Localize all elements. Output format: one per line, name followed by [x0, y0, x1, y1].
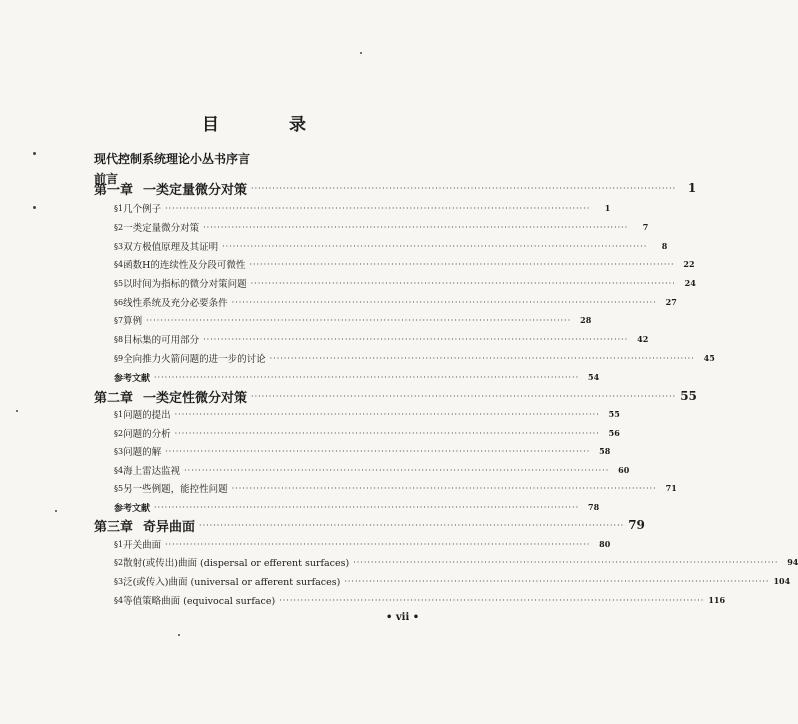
scan-speck: [178, 634, 180, 636]
toc-page-number: 116: [708, 595, 726, 605]
toc-title: 问题的分析: [123, 429, 171, 440]
toc-page-number: 55: [608, 409, 620, 419]
toc-page-number: 104: [773, 576, 791, 586]
toc-section-row: [94, 273, 696, 293]
toc-page-number: 58: [599, 446, 611, 456]
dot-leader: ························································································································: [222, 241, 648, 251]
toc-page-number: 78: [588, 502, 600, 512]
toc-label: §1: [114, 203, 124, 213]
toc-page-number: 28: [580, 315, 592, 325]
toc-title: 线性系统及充分必要条件: [123, 298, 228, 309]
toc-label: §5: [114, 278, 124, 288]
toc-label: §6: [114, 297, 124, 307]
toc-section-row: [94, 310, 592, 330]
toc-page-number: 56: [608, 428, 620, 438]
toc-section-row: [94, 534, 611, 554]
toc-title: 一类定量微分对策: [143, 182, 248, 198]
dot-leader: ························································································································: [154, 372, 580, 382]
series-preface-entry: 现代控制系统理论小丛书序言: [94, 152, 251, 166]
toc-page-number: 27: [665, 297, 677, 307]
scan-speck: [33, 152, 36, 155]
toc-section-row: [94, 460, 630, 480]
dot-leader: ························································································································: [251, 183, 677, 193]
toc-section-row: [94, 329, 649, 349]
toc-page-number: 42: [637, 334, 649, 344]
toc-label: §3: [114, 446, 124, 456]
dot-leader: ························································································································: [250, 278, 676, 288]
toc-title: 算例: [123, 316, 143, 327]
toc-page-number: 60: [618, 465, 630, 475]
toc-label: §9: [114, 353, 124, 363]
preface-entry: 前言: [94, 172, 119, 186]
page-number: • vii •: [386, 612, 420, 623]
toc-section-row: [94, 292, 677, 312]
toc-page-number: 8: [661, 241, 668, 251]
scan-speck: [16, 410, 18, 412]
toc-title: 等值策略曲面 (equivocal surface): [123, 596, 276, 607]
dot-leader: ························································································································: [249, 259, 675, 269]
toc-section-row: [94, 441, 611, 461]
toc-section-row: [94, 478, 677, 498]
toc-title: 全向推力火箭问题的进一步的讨论: [123, 354, 266, 365]
dot-leader: ························································································································: [279, 595, 705, 605]
dot-leader: ························································································································: [184, 465, 610, 475]
dot-leader: ························································································································: [165, 446, 591, 456]
dot-leader: ························································································································: [353, 557, 779, 567]
toc-section-row: [94, 404, 620, 424]
dot-leader: ························································································································: [174, 428, 600, 438]
toc-section-row: [94, 571, 791, 591]
toc-title: 奇异曲面: [143, 519, 196, 535]
toc-title: 问题的提出: [123, 410, 171, 421]
toc-label: §4: [114, 465, 124, 475]
dot-leader: ························································································································: [165, 539, 591, 549]
toc-label: §5: [114, 483, 124, 493]
dot-leader: ························································································································: [146, 315, 572, 325]
toc-label: §3: [114, 241, 124, 251]
toc-title: 以时间为指标的微分对策问题: [123, 279, 247, 290]
dot-leader: ························································································································: [203, 222, 629, 232]
dot-leader: ························································································································: [174, 409, 600, 419]
toc-label: §4: [114, 595, 124, 605]
toc-label: §2: [114, 557, 124, 567]
scan-speck: [55, 510, 57, 512]
dot-leader: ························································································································: [165, 203, 591, 213]
toc-page-number: 55: [680, 389, 697, 403]
dot-leader: ························································································································: [231, 483, 657, 493]
toc-page-number: 1: [687, 181, 697, 195]
toc-page-number: 80: [599, 539, 611, 549]
toc-section-row: [94, 423, 620, 443]
toc-title: 参考文献: [114, 373, 151, 384]
toc-label: §2: [114, 222, 124, 232]
toc-page-number: 94: [787, 557, 798, 567]
toc-page-number: 1: [604, 203, 611, 213]
toc-title: 参考文献: [114, 503, 151, 514]
toc-title: 几个例子: [123, 204, 162, 215]
toc-label: §4: [114, 259, 124, 269]
toc-title: 泛(或传入)曲面 (universal or afferent surfaces): [123, 577, 341, 588]
toc-section-row: [94, 348, 715, 368]
toc-page-number: 22: [683, 259, 695, 269]
scan-speck: [33, 206, 36, 209]
page-title: 目 录: [202, 115, 338, 135]
toc-page-number: 54: [588, 372, 600, 382]
toc-section-row: [94, 590, 726, 610]
dot-leader: ························································································································: [269, 353, 695, 363]
toc-page-number: 71: [665, 483, 677, 493]
toc-label: §7: [114, 315, 124, 325]
dot-leader: ························································································································: [154, 502, 580, 512]
toc-label: §8: [114, 334, 124, 344]
toc-title: 另一些例题，能控性问题: [123, 484, 228, 495]
toc-title: 海上雷达监视: [123, 466, 181, 477]
toc-section-row: [94, 217, 649, 237]
toc-section-row: [94, 236, 668, 256]
toc-label: §1: [114, 539, 124, 549]
scan-speck: [360, 52, 362, 54]
dot-leader: ························································································································: [251, 391, 677, 401]
dot-leader: ························································································································: [203, 334, 629, 344]
toc-section-row: [94, 198, 611, 218]
toc-page-number: 45: [703, 353, 715, 363]
toc-page-number: 24: [684, 278, 696, 288]
toc-title: 一类定量微分对策: [123, 223, 200, 234]
toc-page-number: 7: [642, 222, 649, 232]
dot-leader: ························································································································: [344, 576, 770, 586]
toc-title: 目标集的可用部分: [123, 335, 200, 346]
toc-label: 第一章: [94, 182, 134, 198]
toc-section-row: [94, 254, 695, 274]
dot-leader: ························································································································: [231, 297, 657, 307]
toc-references-row: [94, 497, 600, 517]
toc-title: 函数H的连续性及分段可微性: [123, 260, 246, 271]
toc-chapter-row: [94, 386, 697, 406]
toc-label: §3: [114, 576, 124, 586]
toc-title: 开关曲面: [123, 540, 162, 551]
toc-title: 问题的解: [123, 447, 162, 458]
toc-title: 散射(或传出)曲面 (dispersal or efferent surfaces): [123, 558, 350, 569]
toc-title: 一类定性微分对策: [143, 390, 248, 406]
toc-page-number: 79: [628, 518, 645, 532]
toc-title: 双方极值原理及其证明: [123, 242, 219, 253]
dot-leader: ························································································································: [199, 520, 625, 530]
toc-section-row: [94, 552, 798, 572]
toc-chapter-row: [94, 515, 645, 535]
toc-chapter-row: [94, 178, 697, 198]
toc-references-row: [94, 367, 600, 387]
toc-label: §1: [114, 409, 124, 419]
toc-label: §2: [114, 428, 124, 438]
toc-label: 第二章: [94, 390, 134, 406]
toc-label: 第三章: [94, 519, 134, 535]
